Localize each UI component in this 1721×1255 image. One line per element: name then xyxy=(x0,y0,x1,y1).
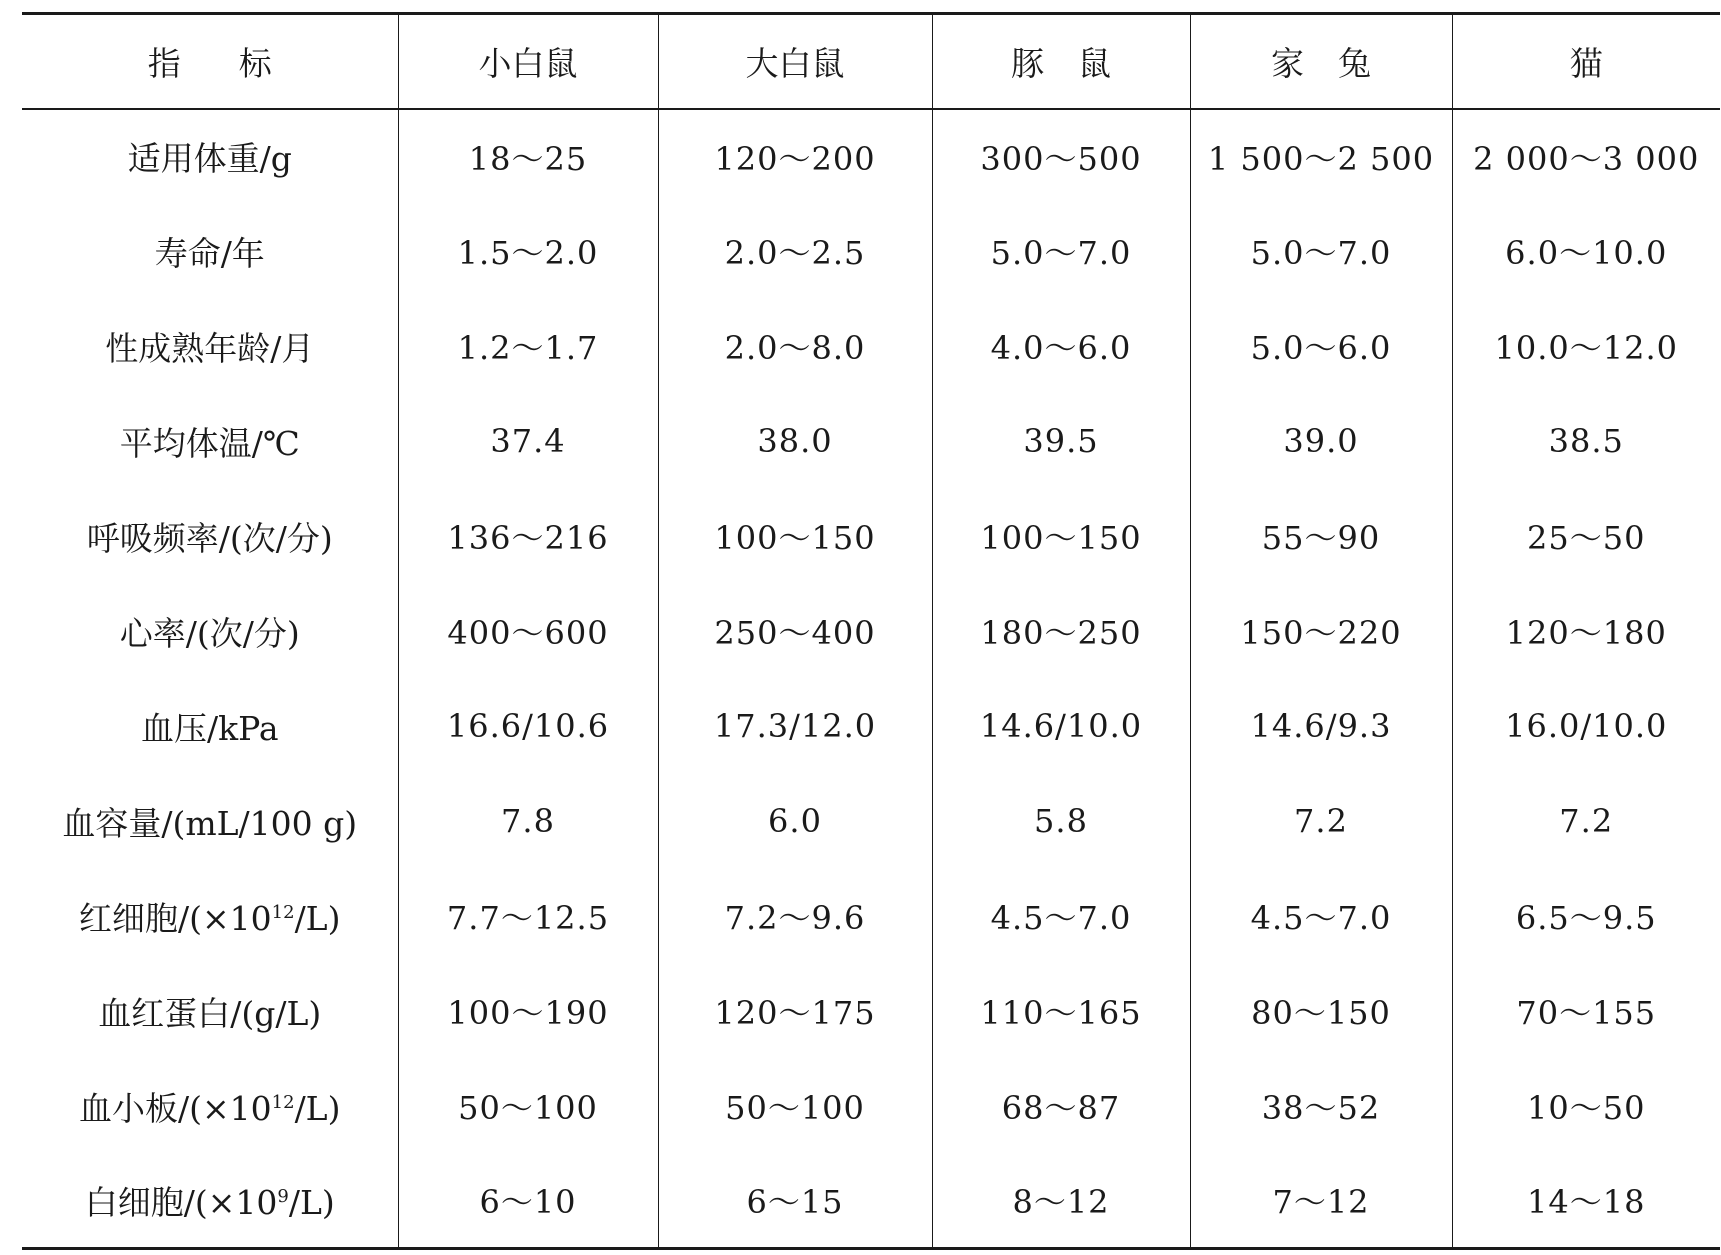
row-label: 呼吸频率/(次/分) xyxy=(86,518,333,558)
table-row xyxy=(22,1059,1720,1154)
cell-rabbit: 5.0～6.0 xyxy=(1190,299,1452,394)
row-label: 适用体重/g xyxy=(127,139,292,178)
table-row xyxy=(22,489,1720,584)
row-label-suffix: /L) xyxy=(294,898,341,938)
cell-guinea-pig: 180～250 xyxy=(932,584,1190,679)
cell-mouse: 136～216 xyxy=(398,489,658,584)
cell-guinea-pig: 4.5～7.0 xyxy=(932,869,1190,964)
row-label: 性成熟年龄/月 xyxy=(105,328,315,368)
cell-mouse: 7.7～12.5 xyxy=(398,869,658,964)
table-row xyxy=(22,109,1720,204)
table-row xyxy=(22,204,1720,299)
header-cat: 猫 xyxy=(1452,14,1720,109)
row-label: 血红蛋白/(g/L) xyxy=(98,993,322,1033)
table-row xyxy=(22,1154,1720,1249)
table-body xyxy=(22,109,1720,1249)
cell-rabbit: 7.2 xyxy=(1190,774,1452,869)
cell-cat: 14～18 xyxy=(1452,1154,1720,1249)
cell-rabbit: 80～150 xyxy=(1190,964,1452,1059)
cell-rat: 6.0 xyxy=(658,774,932,869)
cell-rat: 2.0～2.5 xyxy=(658,204,932,299)
cell-rabbit: 39.0 xyxy=(1190,394,1452,489)
header-guinea-pig xyxy=(932,14,1190,109)
header-guinea-pig-char-2: 鼠 xyxy=(1078,43,1111,83)
cell-cat: 120～180 xyxy=(1452,584,1720,679)
row-label-exponent: 12 xyxy=(271,1091,295,1113)
cell-cat: 2 000～3 000 xyxy=(1452,109,1720,204)
table-row xyxy=(22,299,1720,394)
cell-cat: 16.0/10.0 xyxy=(1452,679,1720,774)
cell-cat: 25～50 xyxy=(1452,489,1720,584)
cell-guinea-pig: 68～87 xyxy=(932,1059,1190,1154)
table-row xyxy=(22,964,1720,1059)
header-mouse: 小白鼠 xyxy=(398,14,658,109)
row-label-prefix: 白细胞/(×10 xyxy=(84,1182,278,1222)
cell-rabbit: 14.6/9.3 xyxy=(1190,679,1452,774)
cell-rat: 6～15 xyxy=(658,1154,932,1249)
header-guinea-pig-char-1: 豚 xyxy=(1011,43,1044,83)
cell-cat: 38.5 xyxy=(1452,394,1720,489)
header-indicator-char-2: 标 xyxy=(238,43,272,83)
row-label: 血容量/(mL/100 g) xyxy=(62,803,358,843)
header-row xyxy=(22,14,1720,109)
cell-rabbit: 1 500～2 500 xyxy=(1190,109,1452,204)
cell-mouse: 6～10 xyxy=(398,1154,658,1249)
row-label: 平均体温/℃ xyxy=(119,423,300,463)
header-rabbit xyxy=(1190,14,1452,109)
cell-rat: 120～200 xyxy=(658,109,932,204)
cell-mouse: 50～100 xyxy=(398,1059,658,1154)
header-indicator xyxy=(22,14,398,109)
cell-mouse: 37.4 xyxy=(398,394,658,489)
cell-mouse: 18～25 xyxy=(398,109,658,204)
cell-mouse: 400～600 xyxy=(398,584,658,679)
header-rat: 大白鼠 xyxy=(658,14,932,109)
table-row xyxy=(22,869,1720,964)
cell-mouse: 16.6/10.6 xyxy=(398,679,658,774)
cell-guinea-pig: 5.8 xyxy=(932,774,1190,869)
row-label xyxy=(22,869,398,964)
row-label-prefix: 血小板/(×10 xyxy=(79,1088,272,1128)
cell-rat: 38.0 xyxy=(658,394,932,489)
row-label-suffix: /L) xyxy=(294,1088,341,1128)
cell-rabbit: 5.0～7.0 xyxy=(1190,204,1452,299)
cell-rabbit: 38～52 xyxy=(1190,1059,1452,1154)
cell-mouse: 100～190 xyxy=(398,964,658,1059)
cell-guinea-pig: 8～12 xyxy=(932,1154,1190,1249)
cell-guinea-pig: 4.0～6.0 xyxy=(932,299,1190,394)
table-row xyxy=(22,584,1720,679)
row-label-prefix: 红细胞/(×10 xyxy=(79,898,272,938)
header-indicator-char-1: 指 xyxy=(147,43,181,83)
row-label-suffix: /L) xyxy=(288,1182,335,1222)
cell-cat: 70～155 xyxy=(1452,964,1720,1059)
cell-cat: 7.2 xyxy=(1452,774,1720,869)
cell-mouse: 7.8 xyxy=(398,774,658,869)
cell-cat: 10～50 xyxy=(1452,1059,1720,1154)
cell-mouse: 1.2～1.7 xyxy=(398,299,658,394)
row-label: 心率/(次/分) xyxy=(119,613,300,653)
row-label xyxy=(22,1059,398,1154)
header-rabbit-char-1: 家 xyxy=(1271,43,1304,83)
cell-guinea-pig: 39.5 xyxy=(932,394,1190,489)
header-rabbit-char-2: 兔 xyxy=(1338,43,1371,83)
table-header xyxy=(22,14,1720,109)
cell-cat: 6.0～10.0 xyxy=(1452,204,1720,299)
row-label: 寿命/年 xyxy=(154,233,265,273)
cell-mouse: 1.5～2.0 xyxy=(398,204,658,299)
cell-guinea-pig: 100～150 xyxy=(932,489,1190,584)
cell-rabbit: 150～220 xyxy=(1190,584,1452,679)
animal-physiology-table xyxy=(22,12,1720,1250)
cell-guinea-pig: 110～165 xyxy=(932,964,1190,1059)
cell-cat: 6.5～9.5 xyxy=(1452,869,1720,964)
table-row xyxy=(22,679,1720,774)
row-label-exponent: 12 xyxy=(271,901,295,923)
cell-rat: 250～400 xyxy=(658,584,932,679)
cell-rat: 17.3/12.0 xyxy=(658,679,932,774)
row-label xyxy=(22,1154,398,1249)
table-row xyxy=(22,774,1720,869)
cell-cat: 10.0～12.0 xyxy=(1452,299,1720,394)
cell-rat: 7.2～9.6 xyxy=(658,869,932,964)
cell-guinea-pig: 14.6/10.0 xyxy=(932,679,1190,774)
cell-rabbit: 4.5～7.0 xyxy=(1190,869,1452,964)
animal-physiology-table-container xyxy=(22,12,1720,1250)
cell-rabbit: 55～90 xyxy=(1190,489,1452,584)
row-label-exponent: 9 xyxy=(277,1185,289,1207)
cell-guinea-pig: 300～500 xyxy=(932,109,1190,204)
cell-rat: 50～100 xyxy=(658,1059,932,1154)
table-row xyxy=(22,394,1720,489)
cell-rabbit: 7～12 xyxy=(1190,1154,1452,1249)
cell-rat: 100～150 xyxy=(658,489,932,584)
cell-rat: 120～175 xyxy=(658,964,932,1059)
row-label: 血压/kPa xyxy=(140,708,279,748)
cell-guinea-pig: 5.0～7.0 xyxy=(932,204,1190,299)
cell-rat: 2.0～8.0 xyxy=(658,299,932,394)
